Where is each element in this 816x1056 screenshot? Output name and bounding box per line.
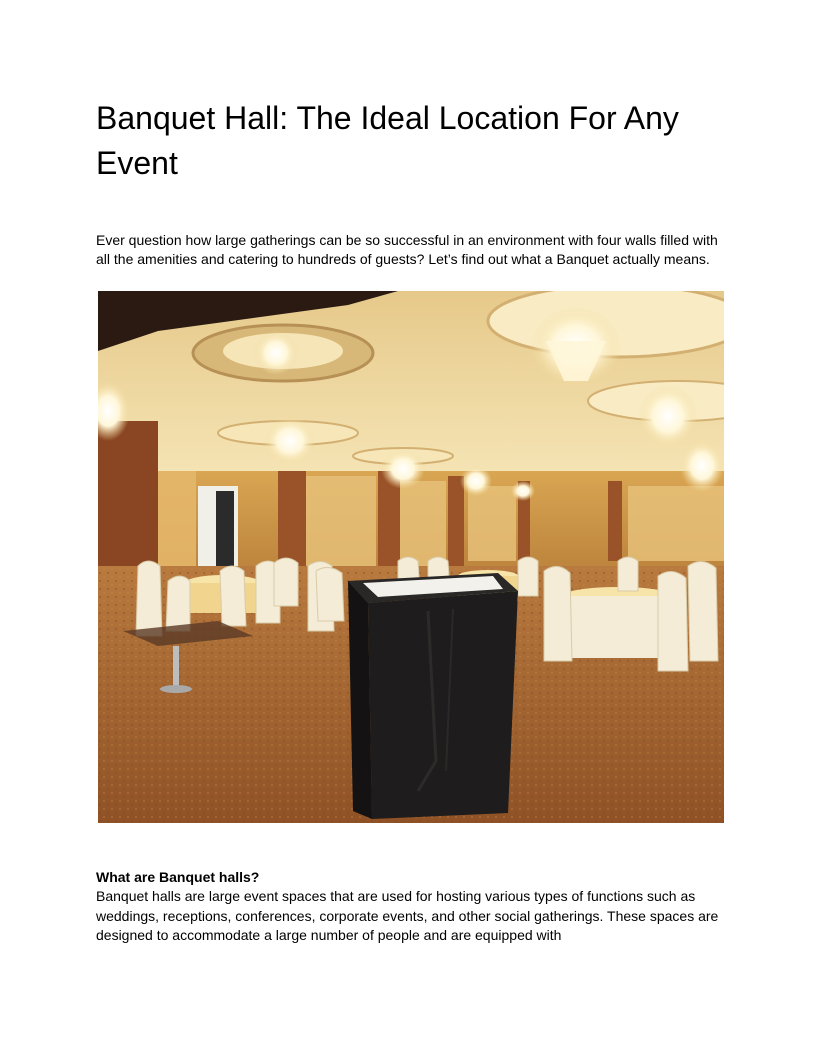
section-body-paragraph: Banquet halls are large event spaces that are used for hosting various types of functions such as weddings, receptions, conferences, corporate events, and other social gatherings. These spaces are designed to accommodate a large number of people and are equipped with	[96, 888, 719, 943]
section-heading: What are Banquet halls?	[96, 869, 260, 885]
banquet-hall-photo	[98, 291, 724, 823]
intro-paragraph: Ever question how large gatherings can be so successful in an environment with four walls filled with all the amenities and catering to hundreds of guests? Let’s find out what a Banquet actually means.	[96, 232, 718, 267]
page-title: Banquet Hall: The Ideal Location For Any Event	[96, 100, 679, 181]
podium	[348, 573, 518, 819]
